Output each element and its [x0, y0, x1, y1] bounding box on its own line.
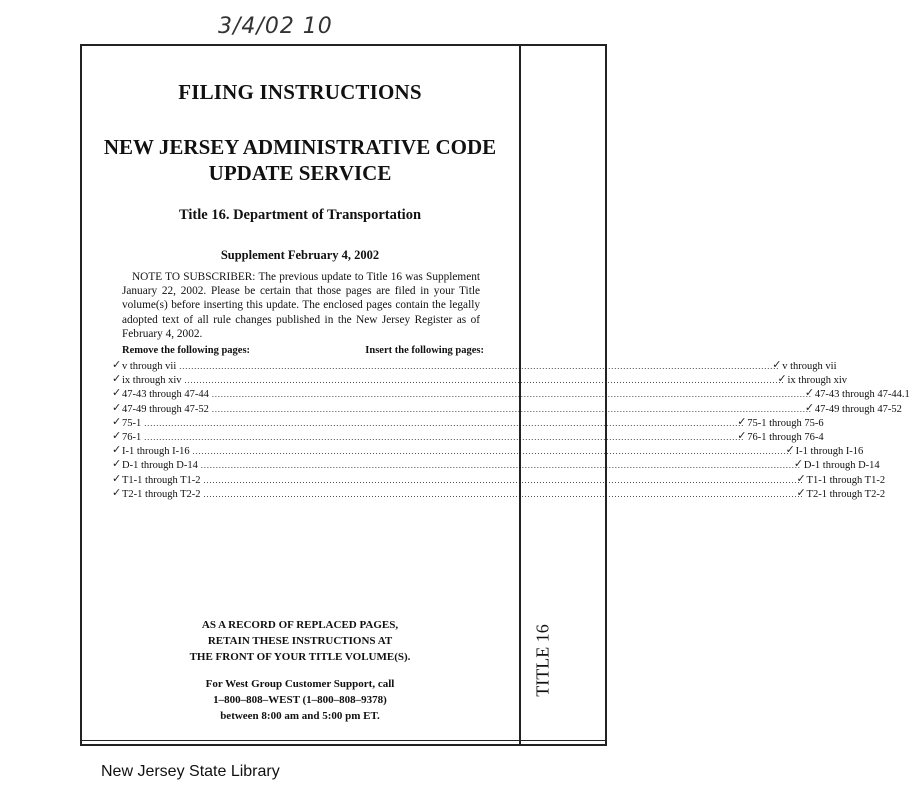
dot-leader: ........................................................................................................................................................................................................: [144, 432, 745, 442]
subheading-line-2: UPDATE SERVICE: [208, 161, 392, 185]
record-line-2: RETAIN THESE INSTRUCTIONS AT: [207, 635, 393, 647]
insert-pages: ✓ v through vii: [782, 360, 836, 374]
tab-label-text: TITLE 16: [532, 623, 553, 697]
insert-pages: ✓ 47-49 through 47-52: [815, 403, 902, 417]
support-phone: 1–800–808–WEST (1–800–808–9378): [213, 694, 387, 706]
document-subheading: [90, 134, 510, 186]
subscriber-note: NOTE TO SUBSCRIBER: The previous update to Title 16 was Supplement January 22, 2002. Please be certain that those pages are filed in your Title volume(s) before inserting this update. The enclosed pages contain the legally adopted text of all rule changes published in the New Jersey Register as of February 4, 2002.: [122, 271, 480, 340]
page-row: [122, 403, 902, 417]
page-row: [122, 388, 910, 402]
page-row: [122, 445, 864, 459]
handwritten-annotation: 3/4/02 10: [218, 14, 333, 39]
insert-pages: ✓ 75-1 through 75-6: [747, 417, 823, 431]
support-hours: between 8:00 am and 5:00 pm ET.: [220, 710, 380, 722]
remove-pages: ✓ T1-1 through T1-2: [122, 474, 201, 488]
insert-pages: ✓ ix through xiv: [788, 374, 848, 388]
remove-pages: ✓ 47-49 through 47-52: [122, 403, 209, 417]
dot-leader: ........................................................................................................................................................................................................: [179, 362, 780, 371]
page-row: [122, 488, 886, 502]
page-list: [122, 360, 910, 502]
dot-leader: ........................................................................................................................................................................................................: [144, 418, 745, 428]
remove-pages: ✓ v through vii: [122, 360, 176, 374]
page-row: [122, 374, 847, 388]
dot-leader: ........................................................................................................................................................................................................: [203, 475, 804, 485]
record-instructions: [100, 617, 500, 665]
insert-pages: ✓ D-1 through D-14: [804, 459, 880, 473]
remove-column-header: Remove the following pages:: [122, 345, 251, 356]
insert-pages: ✓ T2-1 through T2-2: [807, 488, 886, 502]
remove-pages: ✓ 47-43 through 47-44: [122, 388, 209, 402]
dot-leader: ........................................................................................................................................................................................................: [211, 404, 812, 414]
support-line-1: For West Group Customer Support, call: [205, 678, 395, 690]
remove-pages: ✓ 76-1: [122, 431, 141, 445]
dot-leader: ........................................................................................................................................................................................................: [192, 447, 793, 457]
subheading-line-1: NEW JERSEY ADMINISTRATIVE CODE: [103, 135, 497, 159]
insert-pages: ✓ I-1 through I-16: [796, 445, 864, 459]
page-row: [122, 431, 824, 445]
page-row: [122, 474, 886, 488]
title-tab: [523, 605, 563, 715]
insert-column-header: Insert the following pages:: [365, 345, 484, 356]
record-line-3: THE FRONT OF YOUR TITLE VOLUME(S).: [189, 651, 411, 663]
customer-support: [100, 676, 500, 724]
record-line-1: AS A RECORD OF REPLACED PAGES,: [201, 619, 399, 631]
supplement-date: Supplement February 4, 2002: [220, 248, 380, 262]
frame-bottom-rule: [82, 740, 605, 741]
page-row: [122, 417, 824, 431]
dot-leader: ........................................................................................................................................................................................................: [203, 489, 804, 499]
remove-pages: ✓ I-1 through I-16: [122, 445, 190, 459]
page-row: [122, 459, 880, 473]
page-row: [122, 360, 837, 374]
dot-leader: ........................................................................................................................................................................................................: [184, 376, 785, 386]
insert-pages: ✓ 47-43 through 47-44.1: [815, 388, 910, 402]
insert-pages: ✓ 76-1 through 76-4: [747, 431, 823, 445]
title-line: Title 16. Department of Transportation: [178, 207, 422, 223]
dot-leader: ........................................................................................................................................................................................................: [200, 461, 801, 471]
remove-pages: ✓ 75-1: [122, 417, 141, 431]
remove-pages: ✓ T2-1 through T2-2: [122, 488, 201, 502]
remove-pages: ✓ ix through xiv: [122, 374, 182, 388]
document-heading: FILING INSTRUCTIONS: [178, 80, 422, 104]
remove-pages: ✓ D-1 through D-14: [122, 459, 198, 473]
library-footer: New Jersey State Library: [101, 763, 280, 780]
insert-pages: ✓ T1-1 through T1-2: [807, 474, 886, 488]
dot-leader: ........................................................................................................................................................................................................: [211, 390, 812, 400]
